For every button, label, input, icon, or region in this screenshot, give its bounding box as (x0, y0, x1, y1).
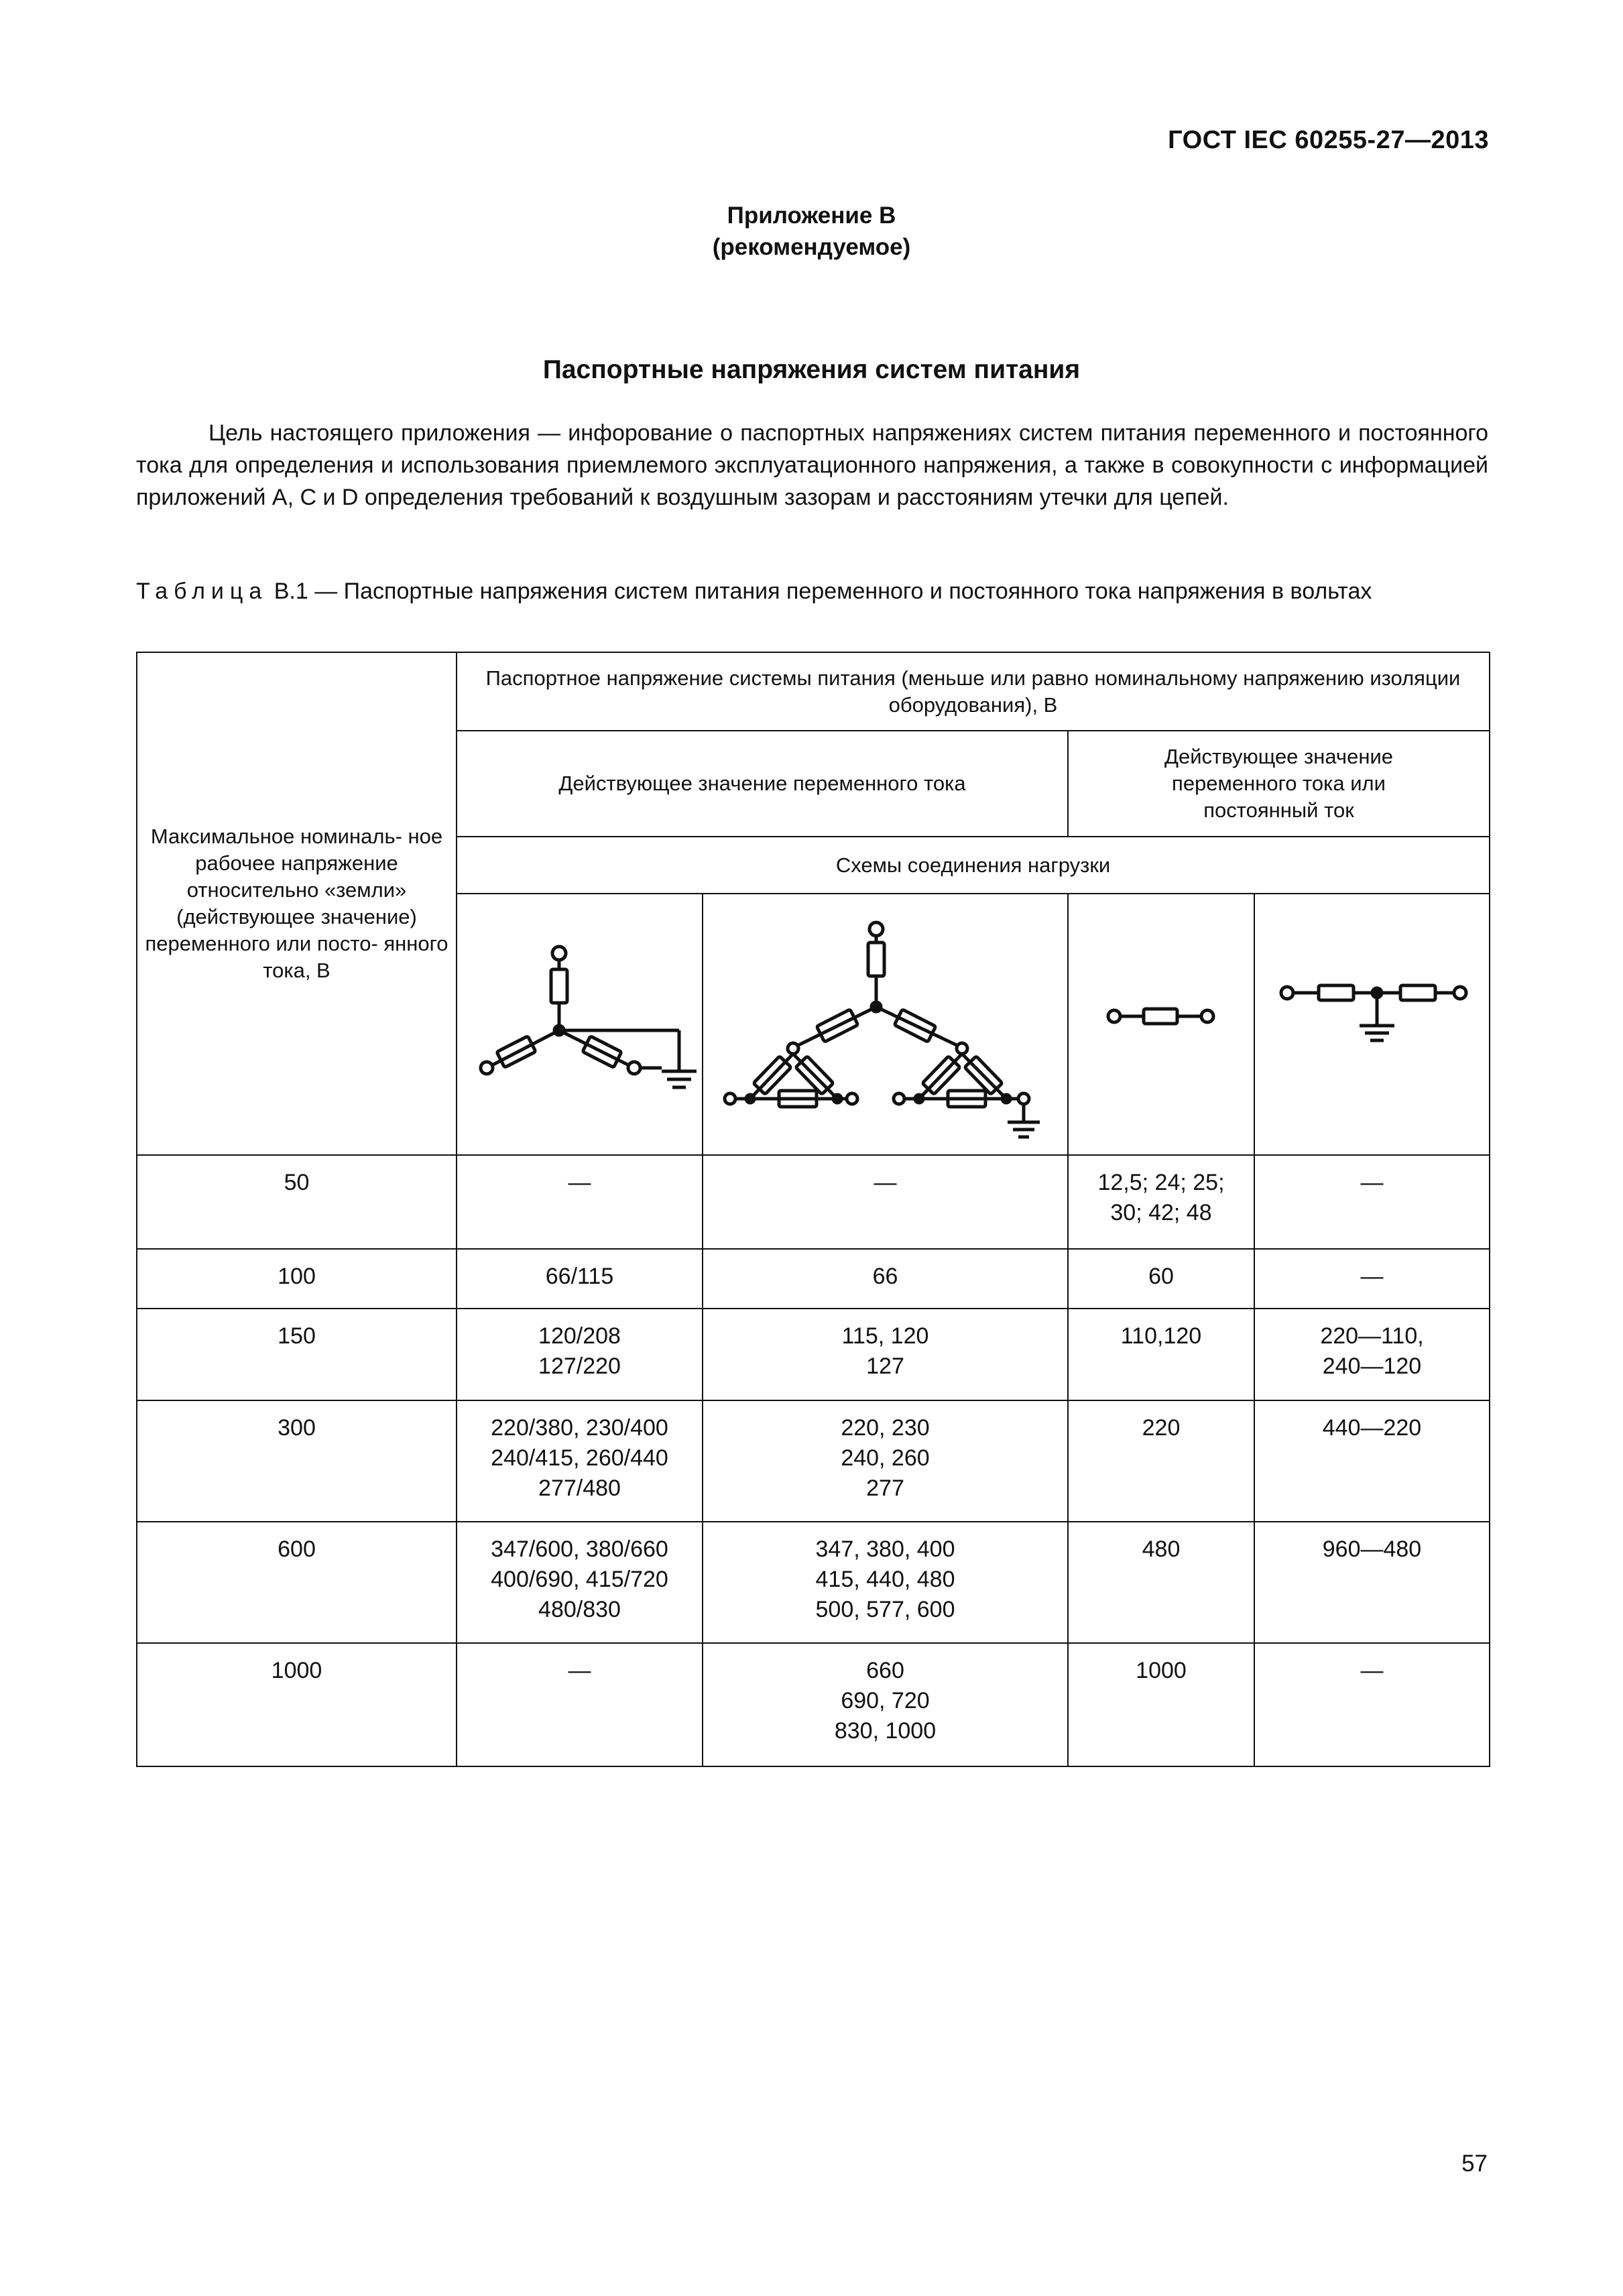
table-cell-star (457, 1309, 703, 1400)
schemes-header-text: Схемы соединения нагрузки (835, 853, 1111, 877)
cell-line: 220/380, 230/400 (491, 1415, 668, 1441)
table-cell-delta (703, 1643, 1068, 1766)
cell-line: 277 (866, 1475, 904, 1501)
max-voltage-value: 300 (278, 1415, 316, 1441)
table-cell-delta (703, 1309, 1068, 1400)
group-header-cell (457, 652, 1490, 731)
cell-line: 66 (872, 1264, 898, 1289)
table-caption (136, 577, 1488, 607)
table-cell-midpoint (1254, 1309, 1490, 1400)
annex-title: Приложение В (727, 202, 896, 229)
ac-header-cell (457, 731, 1068, 837)
cell-line: 60 (1148, 1264, 1174, 1289)
document-code: ГОСТ IEC 60255-27—2013 (1168, 126, 1489, 154)
table-row-max-voltage (137, 1643, 457, 1766)
cell-line: 240/415, 260/440 (491, 1445, 668, 1471)
table-cell-delta (703, 1155, 1068, 1249)
page-number: 57 (1461, 2151, 1488, 2177)
cell-line: 12,5; 24; 25; (1097, 1170, 1225, 1195)
cell-line: 66/115 (545, 1264, 614, 1289)
cell-line: 240—120 (1322, 1353, 1422, 1379)
cell-line: 347/600, 380/660 (491, 1536, 668, 1562)
section-title: Паспортные напряжения систем питания (542, 355, 1081, 384)
table-caption-label: Таблица (136, 579, 268, 604)
scheme-cell-midpoint (1254, 894, 1490, 1155)
table-cell-midpoint (1254, 1643, 1490, 1766)
max-voltage-value: 50 (284, 1170, 310, 1195)
table-cell-single-phase (1068, 1643, 1254, 1766)
star-connection-diagram (457, 894, 703, 1109)
table-cell-star (457, 1643, 703, 1766)
annex-status: (рекомендуемое) (712, 234, 911, 260)
table-row-max-voltage (137, 1249, 457, 1309)
table-cell-single-phase (1068, 1400, 1254, 1522)
schemes-header-cell (457, 837, 1490, 894)
intro-paragraph: Цель настоящего приложения — инфорование о паспортных напряжениях систем питания переменного и постоянного тока для определения и использования приемлемого эксплуатационного напряжения, а также в совокупности с информацией приложений А, С и D определения требований к воздушным зазорам и расстояниям утечки для цепей. (136, 420, 1488, 510)
cell-line: 400/690, 415/720 (491, 1567, 668, 1592)
row-header-cell (137, 652, 457, 1155)
cell-line: 660 (866, 1658, 904, 1683)
scheme-cell-star (457, 894, 703, 1155)
table-cell-delta (703, 1249, 1068, 1309)
max-voltage-value: 100 (278, 1264, 316, 1289)
cell-line: 120/208 (538, 1323, 621, 1349)
cell-line: 115, 120 (841, 1323, 929, 1349)
max-voltage-value: 1000 (271, 1658, 322, 1683)
cell-line: 415, 440, 480 (815, 1567, 955, 1592)
row-header-text: Максимальное номиналь- ное рабочее напряжение относительно «земли» (действующее значение) переменного или посто- янного тока, В (145, 825, 448, 982)
cell-line: 127 (866, 1353, 904, 1379)
midpoint-grounded-diagram (1255, 894, 1490, 1109)
ac-header-text: Действующее значение переменного тока (558, 772, 966, 795)
table-cell-delta (703, 1522, 1068, 1643)
table-cell-star (457, 1400, 703, 1522)
cell-line: — (874, 1170, 897, 1195)
cell-line: — (568, 1170, 591, 1195)
delta-connection-diagram (703, 894, 1069, 1142)
table-row-max-voltage (137, 1400, 457, 1522)
table-cell-star (457, 1249, 703, 1309)
cell-line: 127/220 (538, 1353, 621, 1379)
cell-line: 440—220 (1322, 1415, 1422, 1441)
cell-line: — (568, 1658, 591, 1683)
table-cell-star (457, 1155, 703, 1249)
cell-line: 347, 380, 400 (815, 1536, 955, 1562)
cell-line: 480/830 (538, 1597, 621, 1622)
cell-line: — (1360, 1264, 1384, 1289)
table-cell-single-phase (1068, 1249, 1254, 1309)
table-row-max-voltage (137, 1309, 457, 1400)
table-cell-midpoint (1254, 1522, 1490, 1643)
table-cell-single-phase (1068, 1522, 1254, 1643)
cell-line: 960—480 (1322, 1536, 1422, 1562)
table-cell-midpoint (1254, 1249, 1490, 1309)
max-voltage-value: 600 (278, 1536, 316, 1562)
cell-line: 240, 260 (841, 1445, 930, 1471)
table-cell-single-phase (1068, 1155, 1254, 1249)
cell-line: — (1360, 1170, 1384, 1195)
cell-line: 220—110, (1320, 1323, 1424, 1349)
cell-line: — (1360, 1658, 1384, 1683)
voltage-table (136, 652, 1490, 1767)
cell-line: 480 (1142, 1536, 1181, 1562)
cell-line: 110,120 (1120, 1323, 1202, 1349)
acdc-header-text: Действующее значение переменного тока или постоянный ток (1164, 745, 1393, 822)
cell-line: 30; 42; 48 (1110, 1200, 1212, 1225)
annex-heading (0, 200, 1623, 263)
single-phase-diagram (1069, 894, 1255, 1109)
table-cell-delta (703, 1400, 1068, 1522)
scheme-cell-delta (703, 894, 1068, 1155)
table-caption-text: В.1 — Паспортные напряжения систем питания переменного и постоянного тока напряжения в вольтах (267, 579, 1372, 604)
acdc-header-cell (1068, 731, 1490, 837)
cell-line: 220 (1142, 1415, 1181, 1441)
group-header-text: Паспортное напряжение системы питания (меньше или равно номинальному напряжению изоляции оборудования), В (485, 666, 1461, 717)
table-cell-midpoint (1254, 1155, 1490, 1249)
table-cell-star (457, 1522, 703, 1643)
table-row-max-voltage (137, 1155, 457, 1249)
scheme-cell-single-phase (1068, 894, 1254, 1155)
cell-line: 690, 720 (841, 1688, 930, 1713)
cell-line: 830, 1000 (834, 1718, 937, 1744)
max-voltage-value: 150 (278, 1323, 316, 1349)
table-cell-midpoint (1254, 1400, 1490, 1522)
cell-line: 277/480 (538, 1475, 621, 1501)
cell-line: 500, 577, 600 (815, 1597, 955, 1622)
cell-line: 220, 230 (841, 1415, 930, 1441)
cell-line: 1000 (1136, 1658, 1187, 1683)
table-cell-single-phase (1068, 1309, 1254, 1400)
table-row-max-voltage (137, 1522, 457, 1643)
